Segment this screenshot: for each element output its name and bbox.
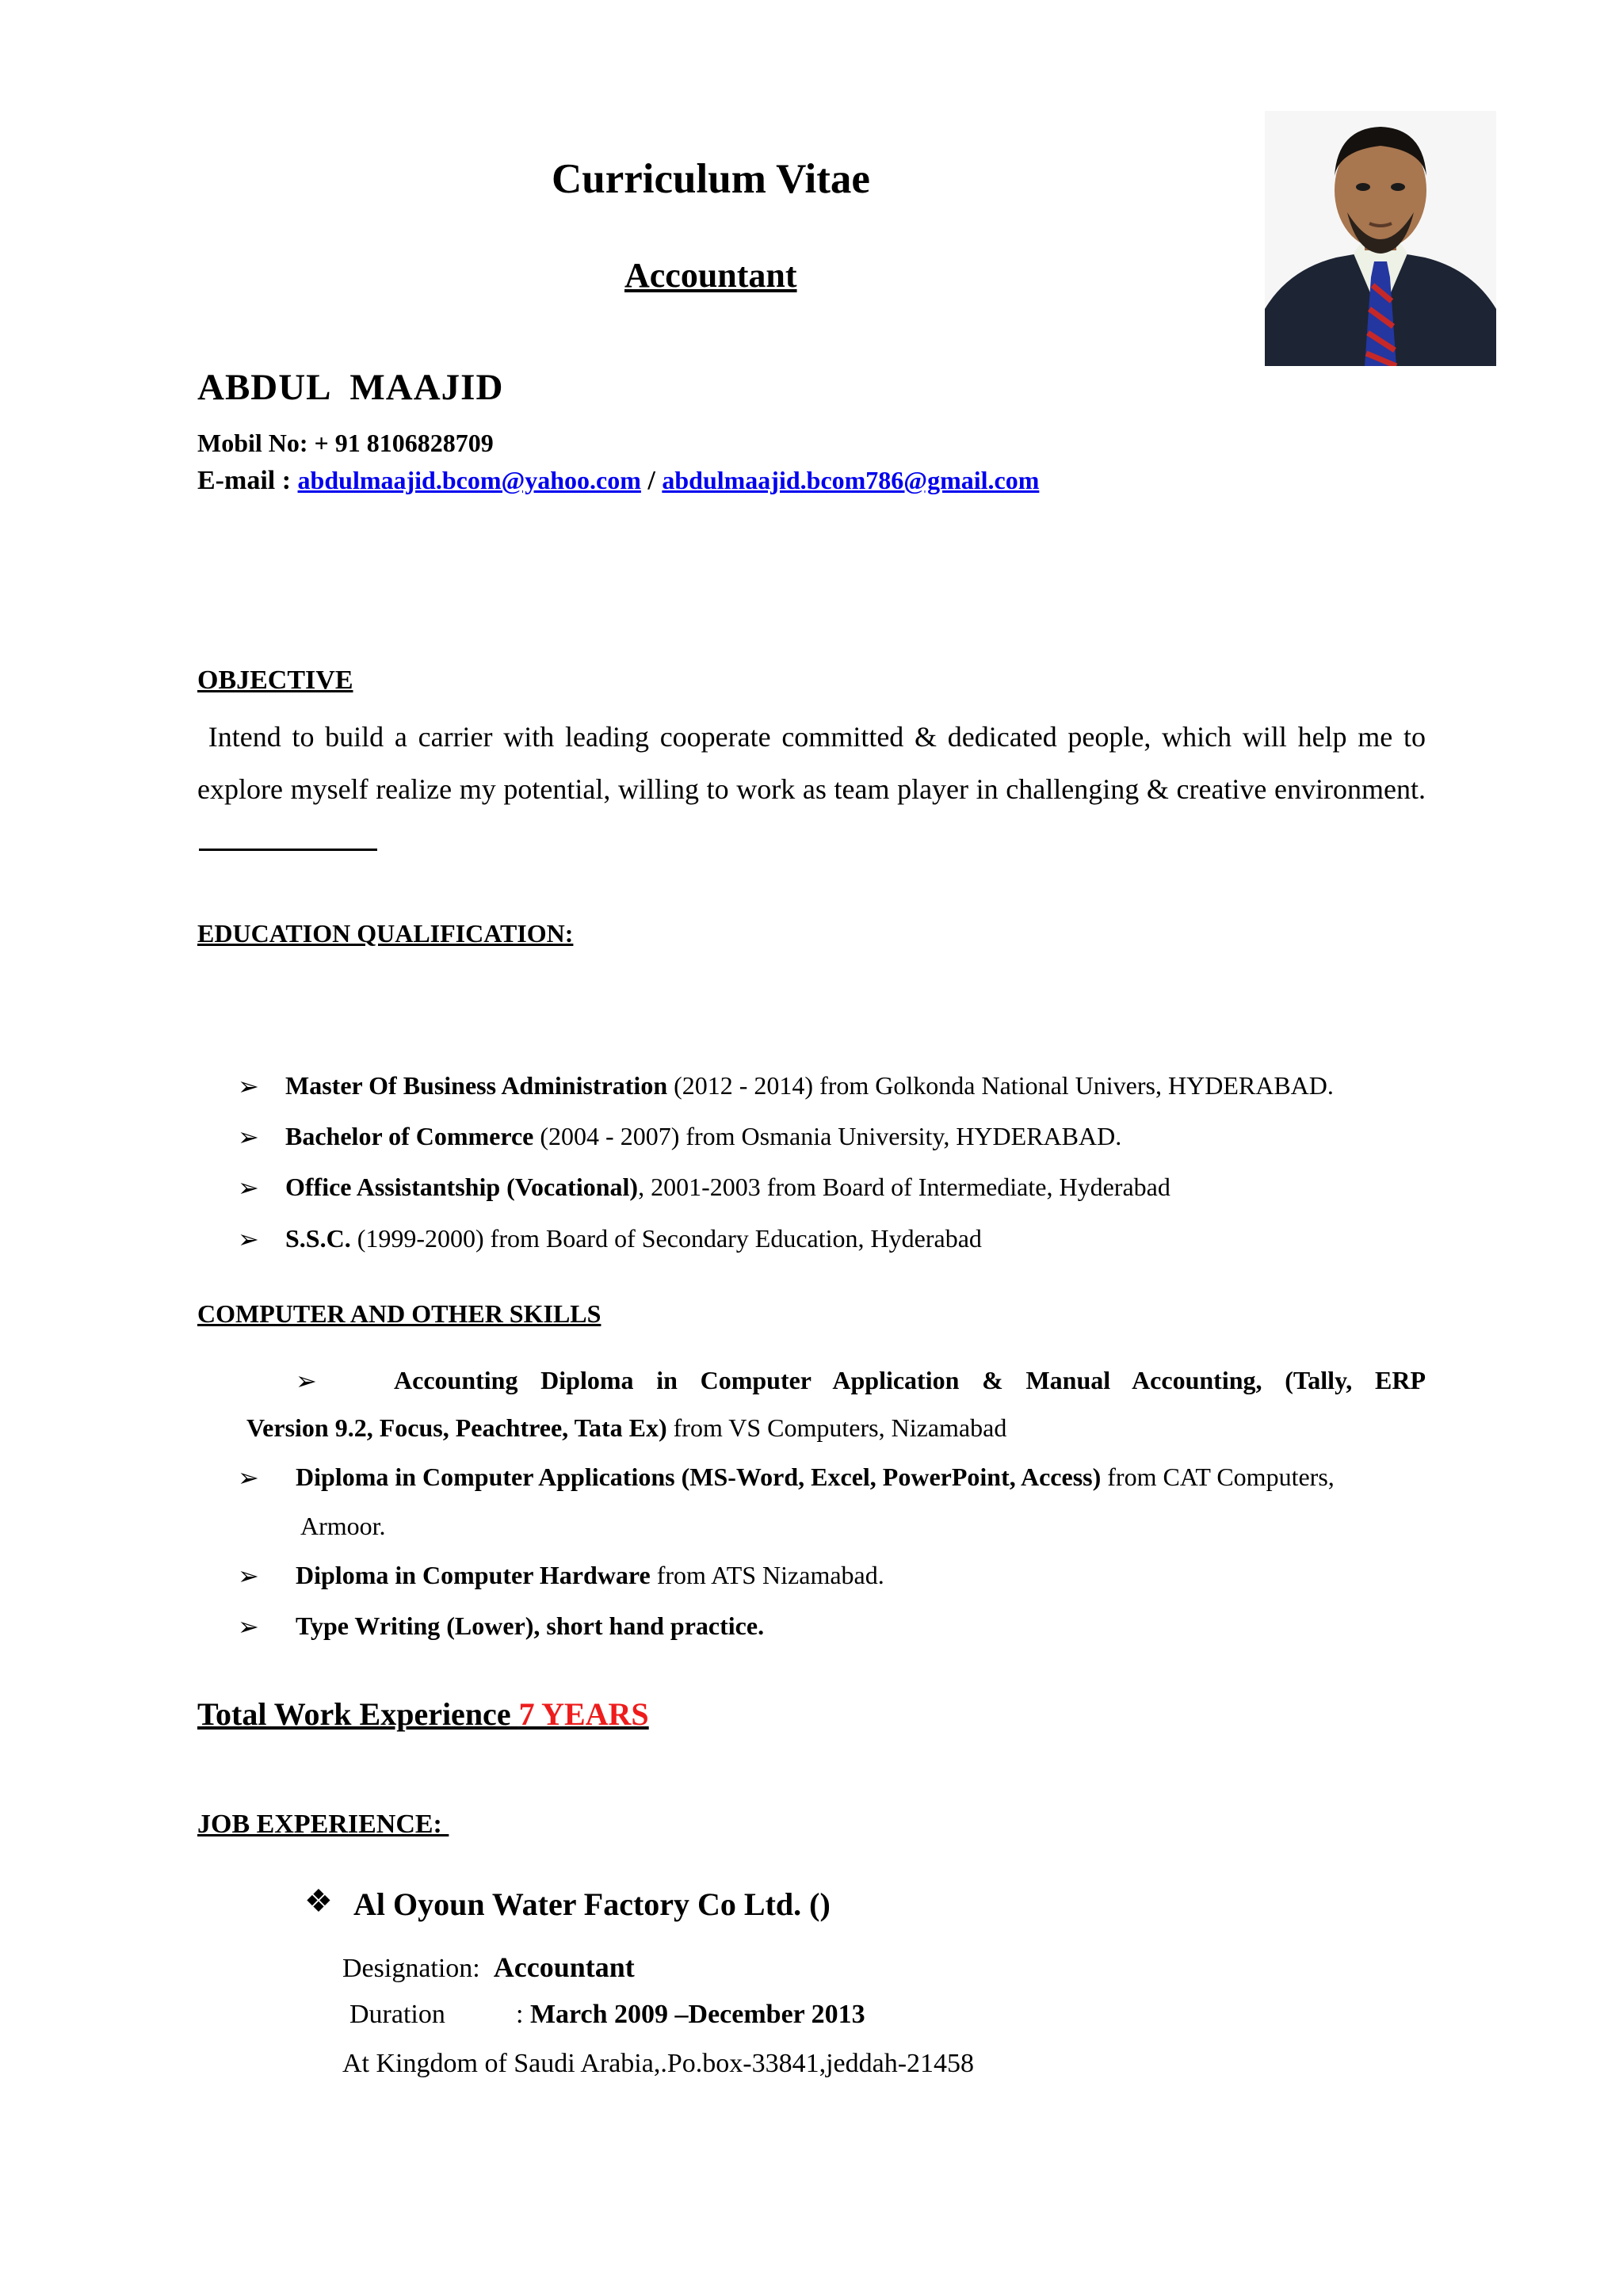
skills-item-4: Type Writing (Lower), short hand practice.	[296, 1611, 765, 1640]
arrow-bullet-icon: ➢	[296, 1367, 317, 1395]
duration-value-line: : March 2009 –December 2013	[516, 2000, 865, 2029]
job-location: At Kingdom of Saudi Arabia,.Po.box-33841,jeddah-21458	[342, 2049, 975, 2078]
email-separator: /	[647, 466, 655, 495]
arrow-bullet-icon: ➢	[238, 1225, 259, 1253]
designation-value: Accountant	[493, 1951, 635, 1983]
education-heading: EDUCATION QUALIFICATION:	[197, 919, 574, 948]
arrow-bullet-icon: ➢	[238, 1612, 259, 1641]
arrow-bullet-icon: ➢	[238, 1463, 259, 1492]
email-link-primary[interactable]: abdulmaajid.bcom@yahoo.com	[297, 466, 641, 494]
objective-heading: OBJECTIVE	[197, 666, 353, 695]
mobile-number: Mobil No: + 91 8106828709	[197, 429, 494, 457]
skills-item-1-line-2: Version 9.2, Focus, Peachtree, Tata Ex) from VS Computers, Nizamabad	[246, 1413, 1007, 1442]
cv-title: Curriculum Vitae	[552, 156, 870, 202]
education-item: Bachelor of Commerce (2004 - 2007) from Osmania University, HYDERABAD.	[285, 1122, 1122, 1150]
designation-line: Designation: Accountant	[342, 1951, 635, 1983]
objective-text: Intend to build a carrier with leading cooperate committed & dedicated people, which will help me to explore myself realize my potential, willing to work as team player in challenging & creative environment.	[197, 721, 1426, 805]
cv-subtitle: Accountant	[624, 256, 797, 295]
total-experience: Total Work Experience 7 YEARS	[197, 1696, 649, 1732]
email-line	[197, 466, 1039, 496]
education-item: Office Assistantship (Vocational), 2001-2003 from Board of Intermediate, Hyderabad	[285, 1173, 1170, 1201]
total-experience-value: 7 YEARS	[518, 1696, 649, 1732]
arrow-bullet-icon: ➢	[238, 1072, 259, 1100]
education-item: S.S.C. (1999-2000) from Board of Secondary Education, Hyderabad	[285, 1224, 982, 1253]
candidate-name: ABDUL MAAJID	[197, 367, 504, 408]
email-label: E-mail :	[197, 466, 292, 495]
email-link-secondary[interactable]: abdulmaajid.bcom786@gmail.com	[662, 466, 1040, 494]
skills-item-2-line-2: Armoor.	[300, 1512, 386, 1540]
skills-heading: COMPUTER AND OTHER SKILLS	[197, 1299, 601, 1328]
arrow-bullet-icon: ➢	[238, 1123, 259, 1151]
arrow-bullet-icon: ➢	[238, 1173, 259, 1202]
job-experience-heading: JOB EXPERIENCE:	[197, 1810, 449, 1839]
skills-item-2: Diploma in Computer Applications (MS-Word, Excel, PowerPoint, Access) from CAT Computers,	[296, 1463, 1335, 1491]
diamond-bullet-icon: ❖	[304, 1883, 333, 1919]
profile-photo	[1265, 111, 1496, 366]
skills-item-1-line-1: Accounting Diploma in Computer Application & Manual Accounting, (Tally, ERP	[394, 1366, 1426, 1394]
duration-label: Duration	[349, 2000, 445, 2029]
arrow-bullet-icon: ➢	[238, 1562, 259, 1590]
skills-item-3: Diploma in Computer Hardware from ATS Nizamabad.	[296, 1561, 884, 1589]
education-item: Master Of Business Administration (2012 - 2014) from Golkonda National Univers, HYDERABAD.	[285, 1071, 1334, 1100]
underline-fill	[199, 847, 377, 851]
company-name: Al Oyoun Water Factory Co Ltd. ()	[353, 1886, 831, 1922]
objective-text-block	[197, 711, 1426, 868]
